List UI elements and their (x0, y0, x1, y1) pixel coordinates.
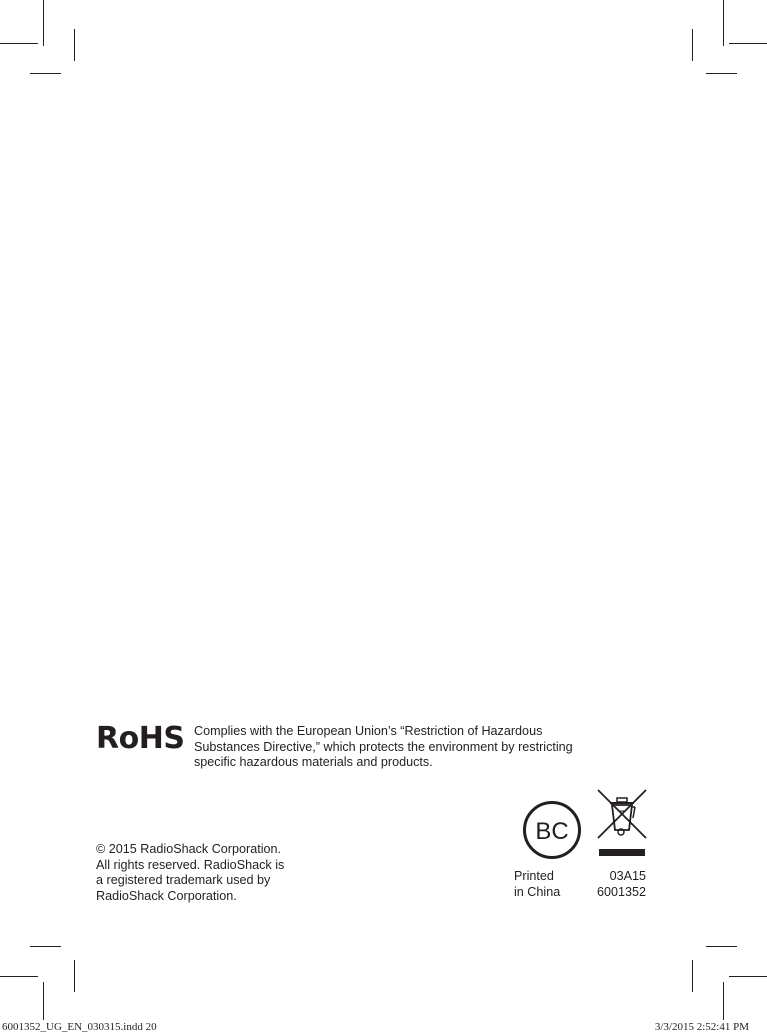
printed-line: in China (514, 884, 561, 899)
copyright-line: RadioShack Corporation. (96, 888, 237, 903)
copyright-line: a registered trademark used by (96, 873, 271, 887)
rohs-line: specific hazardous materials and products. (194, 755, 433, 769)
product-codes (597, 869, 646, 900)
copyright-notice (96, 842, 326, 904)
crop-mark-bottom-left-vertical-outer (43, 982, 44, 1020)
rohs-logo: RoHS (96, 721, 185, 756)
crop-mark-top-left-vertical-outer (43, 0, 44, 46)
copyright-line: All rights reserved. RadioShack is (96, 857, 285, 872)
slug-file-name: 6001352_UG_EN_030315.indd 20 (2, 1021, 157, 1033)
crop-mark-bottom-right-horizontal-outer (729, 976, 767, 977)
slug-timestamp: 3/3/2015 2:52:41 PM (654, 1021, 749, 1033)
crop-mark-bottom-left-vertical-inner (74, 960, 75, 992)
crop-mark-bottom-left-horizontal-outer (0, 976, 38, 977)
revision-code: 03A15 (609, 869, 646, 883)
crop-mark-top-right-vertical-inner (692, 29, 693, 61)
crop-mark-bottom-right-vertical-inner (692, 960, 693, 992)
printed-line: Printed (514, 869, 554, 883)
rohs-line: Substances Directive,” which protects the environment by restricting (194, 739, 573, 754)
crop-mark-top-left-horizontal-outer (0, 43, 38, 44)
crop-mark-bottom-left-horizontal-inner (30, 946, 61, 947)
crop-mark-top-left-horizontal-inner (30, 73, 61, 74)
bc-battery-charger-mark-icon (522, 800, 582, 860)
crop-mark-top-right-horizontal-outer (729, 43, 767, 44)
printed-in-country (514, 869, 560, 900)
crop-mark-top-left-vertical-inner (74, 29, 75, 61)
crop-mark-top-right-horizontal-inner (706, 73, 737, 74)
crop-mark-top-right-vertical-outer (723, 0, 724, 46)
rohs-compliance-statement (194, 724, 634, 771)
copyright-line: © 2015 RadioShack Corporation. (96, 842, 282, 856)
catalog-number: 6001352 (596, 884, 646, 899)
rohs-line: Complies with the European Union’s “Restriction of Hazardous (194, 724, 543, 738)
bc-mark-label: BC (535, 818, 569, 845)
crop-mark-bottom-right-horizontal-inner (706, 946, 737, 947)
crossed-out-wheeled-bin-icon (597, 788, 647, 858)
crop-mark-bottom-right-vertical-outer (723, 982, 724, 1020)
